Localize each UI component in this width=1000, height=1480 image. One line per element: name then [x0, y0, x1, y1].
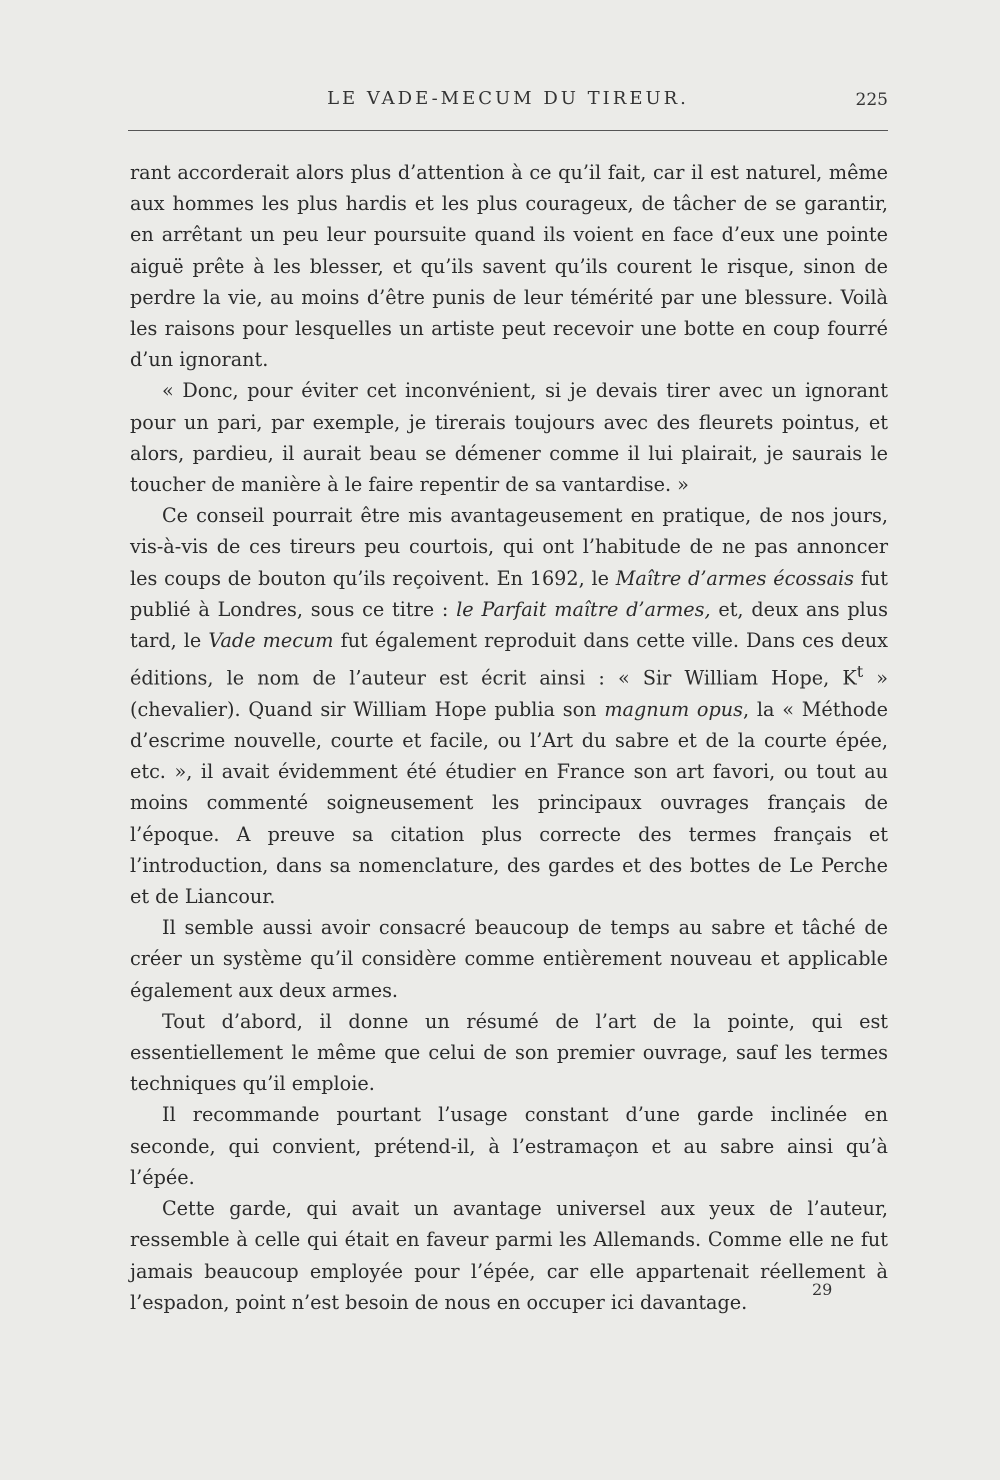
running-title: LE VADE-MECUM DU TIREUR. — [327, 88, 689, 109]
paragraph-3 — [130, 500, 888, 912]
italic-title-vade-mecum: Vade mecum — [208, 629, 334, 653]
header-rule — [128, 130, 888, 131]
body-text — [130, 157, 888, 1318]
paragraph-4: Il semble aussi avoir consacré beaucoup de temps au sabre et tâché de créer un système qu’il considère comme entièrement nouveau et applicable également aux deux armes. — [130, 916, 888, 1002]
italic-title-parfait-maitre: le Parfait maître d’armes, — [456, 597, 711, 621]
italic-title-maitre-darmes-ecossais: Maître d’armes écossais — [615, 566, 855, 590]
signature-mark: 29 — [812, 1280, 833, 1299]
paragraph-2: « Donc, pour éviter cet inconvénient, si je devais tirer avec un ignorant pour un pari, par exemple, je tirerais toujours avec des fleurets pointus, et alors, pardieu, il aurait beau se démener comme il lui plairait, je saurais le toucher de manière à le faire repentir de sa vantardise. » — [130, 379, 888, 497]
paragraph-7: Cette garde, qui avait un avantage universel aux yeux de l’auteur, ressemble à celle qui était en faveur parmi les Allemands. Comme elle ne fut jamais beaucoup employée pour l’épée, car elle appartenait réellement à l’espadon, point n’est besoin de nous en occuper ici davantage. — [130, 1197, 888, 1314]
running-head — [128, 88, 888, 118]
text-span: , la « Méthode d’escrime nouvelle, courte et facile, ou l’Art du sabre et de la courte épée, etc. », il avait évidemment été étudier en France son art favori, ou tout au moins commenté soigneusement les principaux ouvrages français de l’époque. A preuve sa citation plus correcte des termes français et l’introduction, dans sa nomenclature, des gardes et des bottes de Le Perche et de Liancour. — [130, 697, 888, 909]
paragraph-5: Tout d’abord, il donne un résumé de l’art de la pointe, qui est essentiellement le même que celui de son premier ouvrage, sauf les termes techniques qu’il emploie. — [130, 1009, 888, 1096]
text-span: et, deux ans plus tard, le — [130, 597, 888, 653]
text-span: fut également reproduit dans cette ville. Dans ces deux éditions, le nom de l’auteur est écrit ainsi : « Sir William Hope, K — [130, 629, 888, 690]
paragraph-1: rant accorderait alors plus d’attention à ce qu’il fait, car il est naturel, même aux hommes les plus hardis et les plus courageux, de tâcher de se garantir, en arrêtant un peu leur poursuite quand ils voient en face d’eux une pointe aiguë prête à les blesser, et qu’ils savent qu’ils courent le risque, sinon de perdre la vie, au moins d’être punis de leur témérité par une blessure. Voilà les raisons pour lesquelles un artiste peut recevoir une botte en coup fourré d’un ignorant. — [130, 161, 888, 372]
italic-magnum-opus: magnum opus — [604, 697, 743, 721]
superscript-t: t — [856, 662, 864, 682]
paragraph-6: Il recommande pourtant l’usage constant d’une garde inclinée en seconde, qui convient, prétend-il, à l’estramaçon et au sabre ainsi qu’à l’épée. — [130, 1103, 888, 1189]
page-number: 225 — [855, 90, 888, 110]
text-span: Ce conseil pourrait être mis avantageusement en pratique, de nos jours, vis-à-vis de ces tireurs peu courtois, qui ont l’habitude de ne pas annoncer les coups de bouton qu’ils reçoivent. En 1692, le — [130, 504, 888, 590]
text-span: » (chevalier). Quand sir William Hope publia son — [130, 666, 889, 721]
text-span: fut publié à Londres, sous ce titre : — [130, 566, 888, 621]
